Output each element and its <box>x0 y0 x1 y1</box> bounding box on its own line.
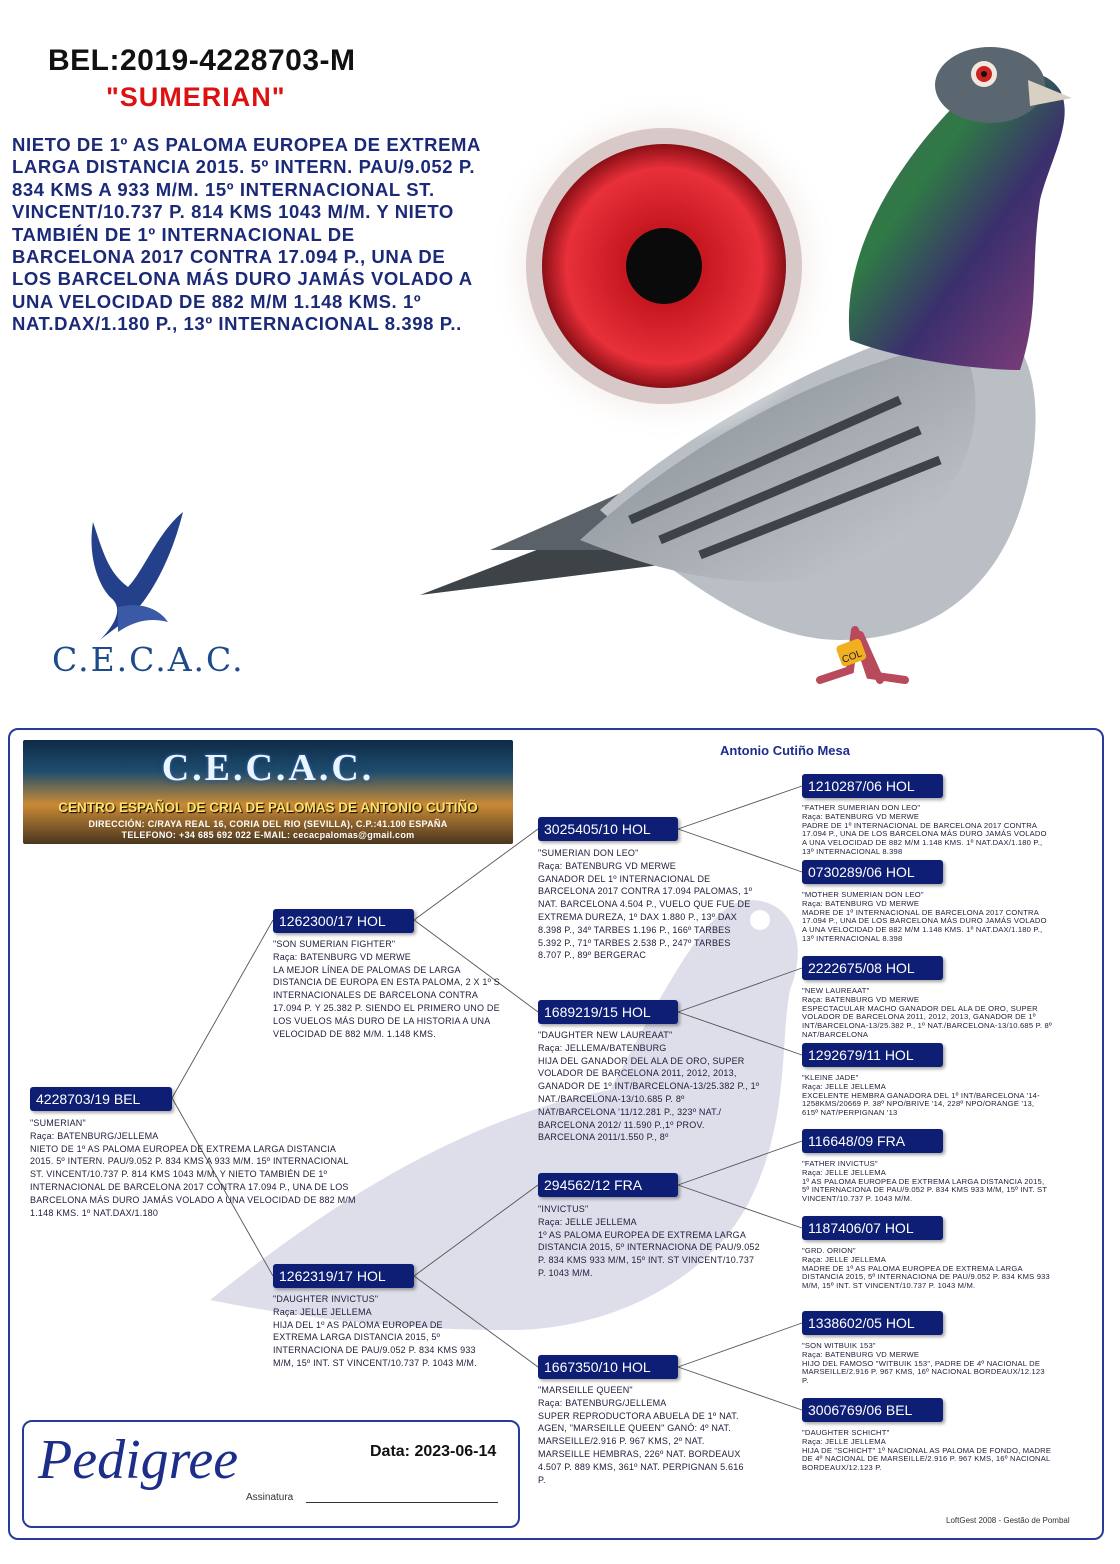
pedigree-desc-dss <box>802 1160 1052 1204</box>
pedigree-desc-ssd <box>802 891 1052 944</box>
pigeon-notes: HIJA DE "SCHICHT" 1º NACIONAL AS PALOMA DE FONDO, MADRE DE 4º NACIONAL DE MARSEILLE/2.916 P. 967 KMS, 16º NACIONAL BORDEAUX/12.123 P. <box>802 1445 1052 1473</box>
pedigree-desc-dam <box>273 1293 478 1370</box>
pigeon-breed: Raça: JELLEMA/BATENBURG <box>538 1042 667 1053</box>
achievements-text: NIETO DE 1º AS PALOMA EUROPEA DE EXTREMA LARGA DISTANCIA 2015. 5º INTERN. PAU/9.052 P. 834 KMS A 933 M/M. 15º INTERNACIONAL ST. VINCENT/10.737 P. 814 KMS 1043 M/M. Y NIETO TAMBIÉN DE 1º INTERNACIONAL DE BARCELONA 2017 CONTRA 17.094 P., UNA DE LOS BARCELONA MÁS DURO JAMÁS VOLADO A UNA VELOCIDAD DE 882 M/M 1.148 KMS. 1º NAT.DAX/1.180 P., 13º INTERNACIONAL 8.398 P.. <box>12 134 481 335</box>
pedigree-desc-dd <box>538 1384 753 1486</box>
pigeon-name: "MARSEILLE QUEEN" <box>538 1385 633 1395</box>
pigeon-name: "DAUGHTER INVICTUS" <box>273 1294 379 1304</box>
pigeon-name: "FATHER SUMERIAN DON LEO" <box>802 803 921 812</box>
pigeon-notes: PADRE DE 1º INTERNACIONAL DE BARCELONA 2017 CONTRA 17.094 P., UNA DE LOS BARCELONA MÁS DURO JAMÁS VOLADO A UNA VELOCIDAD DE 882 M/M 1.148 KMS. 1º NAT.DAX/1.180 P., 13º INTERNACIONAL 8.398 <box>802 820 1047 856</box>
pedigree-desc-dds <box>802 1342 1052 1386</box>
signature-line[interactable] <box>306 1502 498 1503</box>
pigeon-breed: Raça: BATENBURG VD MERWE <box>802 898 920 908</box>
pigeon-breed: Raça: JELLE JELLEMA <box>802 1167 886 1177</box>
pedigree-node-dds[interactable]: 1338602/05 HOL <box>802 1311 943 1335</box>
pedigree-desc-sire <box>273 938 501 1040</box>
pedigree-node-dam[interactable]: 1262319/17 HOL <box>273 1264 414 1288</box>
pigeon-name: "FATHER INVICTUS" <box>802 1159 878 1168</box>
pedigree-desc-ddd <box>802 1429 1052 1473</box>
pedigree-desc-sd <box>538 1029 760 1144</box>
pigeon-breed: Raça: BATENBURG/JELLEMA <box>538 1397 667 1408</box>
pedigree-desc-subject <box>30 1117 360 1219</box>
pedigree-desc-ds <box>538 1203 760 1280</box>
pigeon-notes: LA MEJOR LÍNEA DE PALOMAS DE LARGA DISTANCIA DE EUROPA EN ESTA PALOMA, 2 X 1º S INTERNACIONALES DE BARCELONA CONTRA 17.094 P. Y 25.382 P. SIENDO EL PRIMERO UNO DE LOS VUELOS MÁS DURO DE LA HISTORIA A UNA VELOCIDAD DE 882 M/M. 1.148 KMS. <box>273 964 500 1039</box>
owner-name: Antonio Cutiño Mesa <box>720 743 850 758</box>
pigeon-notes: GANADOR DEL 1º INTERNACIONAL DE BARCELONA 2017 CONTRA 17.094 PALOMAS, 1º NAT. BARCELONA 4.504 P., VUELO QUE FUE DE EXTREMA DUREZA, 1º DAX 1.880 P., 13º DAX 8.398 P., 34º TARBES 1.196 P., 166º TARBES 5.392 P., 71º TARBES 2.538 P., 247º TARBES 8.707 P., 89º BERGERAC <box>538 873 753 961</box>
pigeon-name: "SON SUMERIAN FIGHTER" <box>273 939 396 949</box>
pigeon-name: "DAUGHTER SCHICHT" <box>802 1428 890 1437</box>
pedigree-desc-sss <box>802 804 1052 857</box>
pedigree-desc-sds <box>802 987 1057 1040</box>
banner-address: DIRECCIÓN: C/RAYA REAL 16, CORIA DEL RIO (SEVILLA), C.P.:41.100 ESPAÑA <box>88 819 448 829</box>
signature-label: Assinatura <box>246 1492 294 1503</box>
eye-closeup <box>486 86 841 446</box>
pigeon-notes: HIJA DEL GANADOR DEL ALA DE ORO, SUPER VOLADOR DE BARCELONA 2011, 2012, 2013, GANADOR DE 1º INT/BARCELONA-13/25.382 P., 1º NAT./BARCELONA-13/10.685 P. 8º NAT/BARCELONA '11/12.281 P., 323º NAT./ BARCELONA 2012/ 11.590 P.,1º PROV. BARCELONA 2011/1.550 P., 8º <box>538 1055 760 1143</box>
pigeon-notes: 1º AS PALOMA EUROPEA DE EXTREMA LARGA DISTANCIA 2015, 5º INTERNACIONA DE PAU/9.052 P. 834 KMS 933 M/M, 15º INT. ST VINCENT/10.737 P. 1043 M/M. <box>538 1229 760 1278</box>
pedigree-node-ds[interactable]: 294562/12 FRA <box>538 1173 678 1197</box>
pigeon-notes: MADRE DE 1º INTERNACIONAL DE BARCELONA 2017 CONTRA 17.094 P., UNA DE LOS BARCELONA MÁS DURO JAMÁS VOLADO A UNA VELOCIDAD DE 882 M/M 1.148 KMS. 1º NAT.DAX/1.180 P., 13º INTERNACIONAL 8.398 <box>802 907 1047 943</box>
pedigree-node-dss[interactable]: 116648/09 FRA <box>802 1129 943 1153</box>
pedigree-node-dsd[interactable]: 1187406/07 HOL <box>802 1216 943 1240</box>
banner-contact: TELEFONO: +34 685 692 022 E-MAIL: cecacpalomas@gmail.com <box>121 830 415 840</box>
pigeon-name: "INVICTUS" <box>538 1204 589 1214</box>
ring-number-title: BEL:2019-4228703-M <box>48 44 356 77</box>
pigeon-notes: NIETO DE 1º AS PALOMA EUROPEA DE EXTREMA LARGA DISTANCIA 2015. 5º INTERN. PAU/9.052 P. 834 KMS A 933 M/M. 15º INTERNACIONAL ST. VINCENT/10.737 P. 814 KMS 1043 M/M. Y NIETO TAMBIÉN DE 1º INTERNACIONAL DE BARCELONA 2017 CONTRA 17.094 P., UNA DE LOS BARCELONA MÁS DURO JAMÁS VOLADO A UNA VELOCIDAD DE 882 M/M 1.148 KMS. 1º NAT.DAX/1.180 <box>30 1143 356 1218</box>
pedigree-date: Data: 2023-06-14 <box>370 1443 497 1460</box>
pigeon-breed: Raça: BATENBURG VD MERWE <box>802 1349 920 1359</box>
pigeon-breed: Raça: JELLE JELLEMA <box>802 1436 886 1446</box>
pedigree-logo: Pedigree <box>38 1429 239 1491</box>
pedigree-node-ddd[interactable]: 3006769/06 BEL <box>802 1398 943 1422</box>
pigeon-breed: Raça: JELLE JELLEMA <box>538 1216 637 1227</box>
pigeon-notes: EXCELENTE HEMBRA GANADORA DEL 1º INT/BARCELONA '14-1258KMS/20669 P. 38º NPO/BRIVE '14, 228º NPO/ORANGE '13, 615º NAT/PERPIGNAN '13 <box>802 1090 1040 1118</box>
banner-subtitle: CENTRO ESPAÑOL DE CRIA DE PALOMAS DE ANTONIO CUTIÑO <box>58 800 478 815</box>
pigeon-breed: Raça: JELLE JELLEMA <box>802 1254 886 1264</box>
pigeon-breed: Raça: JELLE JELLEMA <box>802 1081 886 1091</box>
pigeon-name: "SON WITBUIK 153" <box>802 1341 876 1350</box>
pedigree-node-sdd[interactable]: 1292679/11 HOL <box>802 1043 943 1067</box>
pigeon-name: "DAUGHTER NEW LAUREAAT" <box>538 1030 673 1040</box>
pedigree-node-sds[interactable]: 2222675/08 HOL <box>802 956 943 980</box>
cecac-banner <box>23 740 513 844</box>
pedigree-node-subject[interactable]: 4228703/19 BEL <box>30 1087 172 1111</box>
pigeon-notes: SUPER REPRODUCTORA ABUELA DE 1º NAT. AGEN, "MARSEILLE QUEEN" GANÓ: 4º NAT. MARSEILLE/2.916 P. 967 KMS, 2º NAT. MARSEILLE HEMBRAS, 226º NAT. BORDEAUX 4.507 P. 889 KMS, 361º NAT. PERPIGNAN 5.616 P. <box>538 1410 744 1485</box>
pedigree-node-ss[interactable]: 3025405/10 HOL <box>538 817 678 841</box>
pigeon-notes: 1º AS PALOMA EUROPEA DE EXTREMA LARGA DISTANCIA 2015, 5º INTERNACIONA DE PAU/9.052 P. 834 KMS 933 M/M, 15º INT. ST VINCENT/10.737 P. 1043 M/M. <box>802 1176 1048 1204</box>
pedigree-node-sss[interactable]: 1210287/06 HOL <box>802 774 943 798</box>
pigeon-breed: Raça: BATENBURG/JELLEMA <box>30 1130 159 1141</box>
pigeon-notes: ESPECTACULAR MACHO GANADOR DEL ALA DE ORO, SUPER VOLADOR DE BARCELONA 2011, 2012, 2013, GANADOR DE 1º INT/BARCELONA-13/25.382 P., 1º NAT./BARCELONA-13/10.685 P. 8º NAT/BARCELONA <box>802 1003 1052 1039</box>
pedigree-node-ssd[interactable]: 0730289/06 HOL <box>802 860 943 884</box>
pigeon-notes: HIJO DEL FAMOSO "WITBUIK 153", PADRE DE 4º NACIONAL DE MARSEILLE/2.916 P. 967 KMS, 16º NACIONAL BORDEAUX/12.123 P. <box>802 1358 1045 1386</box>
pigeon-breed: Raça: BATENBURG VD MERWE <box>802 811 920 821</box>
bird-name: "SUMERIAN" <box>106 82 286 112</box>
pedigree-desc-ss <box>538 847 753 962</box>
pigeon-name: "SUMERIAN" <box>30 1118 86 1128</box>
pigeon-breed: Raça: JELLE JELLEMA <box>273 1306 372 1317</box>
leg-ring-label: COL <box>840 648 864 666</box>
pedigree-node-sd[interactable]: 1689219/15 HOL <box>538 1000 678 1024</box>
pigeon-name: "KLEINE JADE" <box>802 1073 859 1082</box>
pigeon-breed: Raça: BATENBURG VD MERWE <box>273 951 411 962</box>
pedigree-node-dd[interactable]: 1667350/10 HOL <box>538 1355 678 1379</box>
pigeon-name: "NEW LAUREAAT" <box>802 986 870 995</box>
pigeon-notes: MADRE DE 1º AS PALOMA EUROPEA DE EXTREMA LARGA DISTANCIA 2015, 5º INTERNACIONA DE PAU/9.052 P. 834 KMS 933 M/M, 15º INT. ST VINCENT/10.737 P. 1043 M/M. <box>802 1263 1050 1291</box>
pigeon-notes: HIJA DEL 1º AS PALOMA EUROPEA DE EXTREMA LARGA DISTANCIA 2015, 5º INTERNACIONA DE PAU/9.052 P. 834 KMS 933 M/M, 15º INT. ST VINCENT/10.737 P. 1043 M/M. <box>273 1319 477 1368</box>
pedigree-node-sire[interactable]: 1262300/17 HOL <box>273 909 414 933</box>
pigeon-name: "MOTHER SUMERIAN DON LEO" <box>802 890 924 899</box>
pigeon-breed: Raça: BATENBURG VD MERWE <box>538 860 676 871</box>
pedigree-desc-sdd <box>802 1074 1052 1118</box>
cecac-logo-text: C.E.C.A.C. <box>52 640 245 679</box>
pigeon-name: "SUMERIAN DON LEO" <box>538 848 639 858</box>
software-credit: LoftGest 2008 - Gestão de Pombal <box>946 1516 1070 1525</box>
pigeon-breed: Raça: BATENBURG VD MERWE <box>802 994 920 1004</box>
pigeon-name: "GRD. ORION" <box>802 1246 856 1255</box>
pedigree-desc-dsd <box>802 1247 1052 1291</box>
banner-title: C.E.C.A.C. <box>161 747 375 789</box>
